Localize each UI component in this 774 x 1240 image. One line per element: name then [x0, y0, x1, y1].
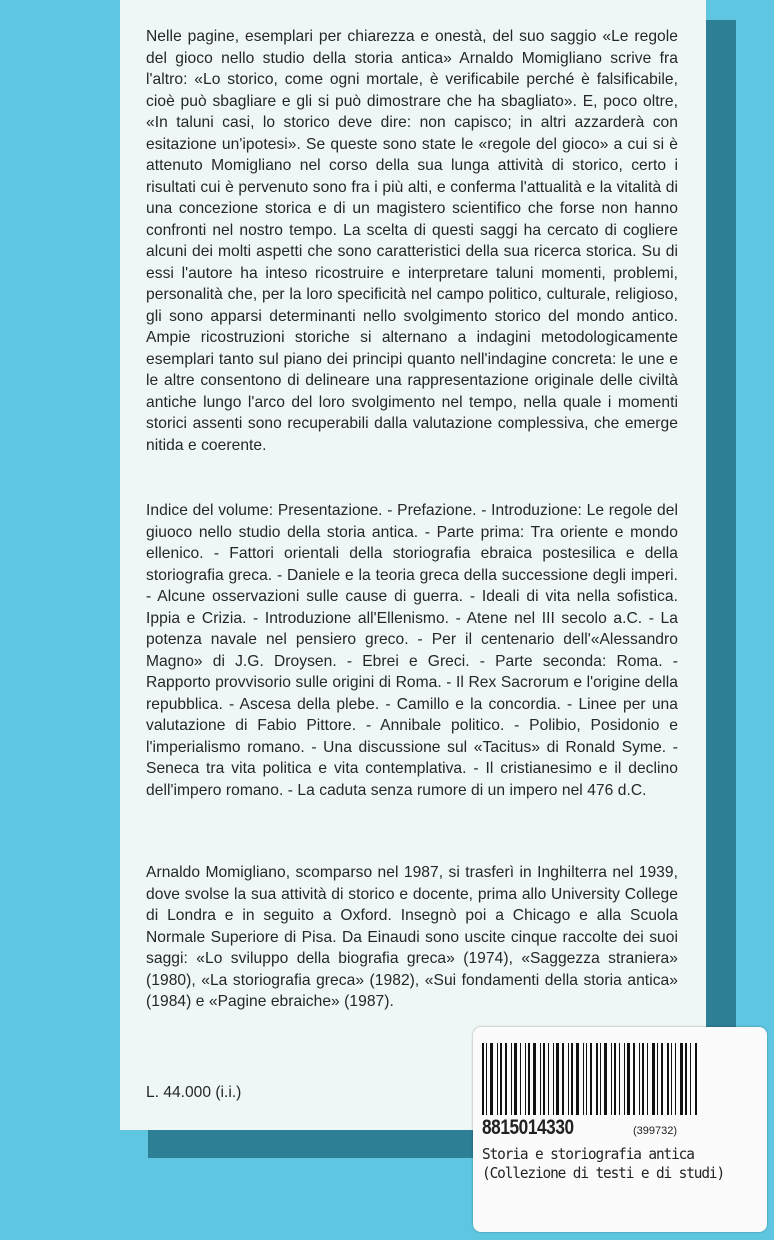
- barcode-bar: [652, 1043, 655, 1115]
- barcode-sticker: [473, 1027, 767, 1232]
- barcode-bar: [505, 1043, 507, 1115]
- barcode-bar: [596, 1043, 598, 1115]
- barcode-bar: [586, 1043, 587, 1115]
- barcode-bar: [525, 1043, 526, 1115]
- barcode-bar: [514, 1043, 517, 1115]
- barcode-bar: [482, 1043, 484, 1115]
- barcode-bar: [657, 1043, 658, 1115]
- isbn-number: 8815014330: [482, 1116, 574, 1139]
- barcode-bar: [614, 1043, 616, 1115]
- author-bio: Arnaldo Momigliano, scomparso nel 1987, si trasferì in Inghilterra nel 1939, dove svolse la sua attività di storico e docente, prima allo University College di Londra e in seguito a Oxford. Insegnò poi a Chicago e alla Scuola Normale Superiore di Pisa. Da Einaudi sono uscite cinque raccolte dei suoi saggi: «Lo sviluppo della biografia greca» (1974), «Saggezza straniera» (1980), «La storiografia greca» (1982), «Sui fondamenti della storia antica» (1984) e «Pagine ebraiche» (1987).: [146, 864, 678, 1010]
- barcode-bar: [619, 1043, 620, 1115]
- barcode-bar: [497, 1043, 498, 1115]
- barcode-bar: [671, 1043, 672, 1115]
- barcode-bar: [576, 1043, 579, 1115]
- price: L. 44.000 (i.i.): [146, 1084, 242, 1101]
- barcode-bar: [490, 1043, 493, 1115]
- barcode-bar: [590, 1043, 592, 1115]
- barcode-bar: [680, 1043, 683, 1115]
- barcode-bar: [675, 1043, 676, 1115]
- barcode-bar: [486, 1043, 487, 1115]
- barcode-bar: [627, 1043, 630, 1115]
- barcode-bar: [661, 1043, 663, 1115]
- barcode-icon: [482, 1043, 704, 1115]
- barcode-bar: [604, 1043, 607, 1115]
- barcode-bar: [520, 1043, 521, 1115]
- barcode-bar: [690, 1043, 691, 1115]
- barcode-bar: [571, 1043, 573, 1115]
- barcode-bar: [611, 1043, 612, 1115]
- barcode-bar: [624, 1043, 625, 1115]
- sticker-title-line-1: Storia e storiografia antica: [482, 1145, 694, 1163]
- barcode-bar: [556, 1043, 559, 1115]
- barcode-bar: [600, 1043, 601, 1115]
- barcode-bar: [500, 1043, 502, 1115]
- back-cover-panel: [120, 0, 706, 1130]
- sticker-title: [482, 1145, 724, 1183]
- barcode-bar: [667, 1043, 669, 1115]
- barcode-bar: [639, 1043, 640, 1115]
- barcode-bar: [568, 1043, 569, 1115]
- barcode-bar: [562, 1043, 564, 1115]
- barcode-bar: [583, 1043, 584, 1115]
- sticker-code: (399732): [633, 1125, 678, 1137]
- barcode-bar: [685, 1043, 687, 1115]
- sticker-title-line-2: (Collezione di testi e di studi): [482, 1164, 725, 1182]
- barcode-bar: [533, 1043, 536, 1115]
- barcode-bar: [511, 1043, 512, 1115]
- barcode-bar: [543, 1043, 545, 1115]
- barcode-bar: [553, 1043, 554, 1115]
- barcode-bar: [647, 1043, 648, 1115]
- book-description: Nelle pagine, esemplari per chiarezza e onestà, del suo saggio «Le regole del gioco nello studio della storia antica» Arnaldo Momigliano scrive fra l'altro: «Lo storico, come ogni mortale, è verificabile perché è falsificabile, cioè può sbagliare e gli si può dimostrare che ha sbagliato». E, poco oltre, «In taluni casi, lo storico deve dire: non capisco; in altri azzarderà con esitazione un'ipotesi». Se queste sono state le «regole del gioco» a cui si è attenuto Momigliano nel corso della sua lunga attività di storico, certo i risultati cui è pervenuto sono fra i più alti, e conferma l'attualità e la vitalità di una concezione storica e di un magistero scientifico che forse non hanno confronti nel nostro tempo. La scelta di questi saggi ha cercato di cogliere alcuni dei molti aspetti che sono caratteristici della sua ricerca storica. Su di essi l'autore ha inteso ricostruire e interpretare taluni momenti, problemi, personalità che, per la loro specificità nel campo politico, culturale, religioso, gli sono apparsi determinanti nello svolgimento storico del mondo antico. Ampie ricostruzioni storiche si alternano a indagini metodologicamente esemplari tanto sul piano dei principi quanto nell'indagine concreta: le une e le altre consentono di delineare una rappresentazione originale delle civiltà antiche lungo l'arco del loro svolgimento nel tempo, nella quale i momenti storici assenti sono recuperabili dalla valutazione complessiva, che emerge nitida e coerente.: [146, 28, 678, 454]
- barcode-bar: [642, 1043, 644, 1115]
- barcode-bar: [633, 1043, 635, 1115]
- barcode-bar: [548, 1043, 549, 1115]
- table-of-contents: Indice del volume: Presentazione. - Prefazione. - Introduzione: Le regole del giuoco nello studio della storia antica. - Parte prima: Tra oriente e mondo ellenico. - Fattori orientali della storiografia ebraica postesilica e della storiografia greca. - Daniele e la teoria greca della successione degli imperi. - Alcune osservazioni sulle cause di guerra. - Ideali di vita nella sofistica. Ippia e Crizia. - Introduzione all'Ellenismo. - Atene nel III secolo a.C. - La potenza navale nel pensiero greco. - Per il centenario dell'«Alessandro Magno» di J.G. Droysen. - Ebrei e Greci. - Parte seconda: Roma. - Rapporto provvisorio sulle origini di Roma. - Il Rex Sacrorum e l'origine della repubblica. - Ascesa della plebe. - Camillo e la concordia. - Linee per una valutazione di Fabio Pittore. - Annibale politico. - Polibio, Posidonio e l'imperialismo romano. - Una discussione sul «Tacitus» di Ronald Syme. - Seneca tra vita politica e vita contemplativa. - Il cristianesimo e il declino dell'impero romano. - La caduta senza rumore di un impero nel 476 d.C.: [146, 502, 678, 799]
- barcode-bar: [528, 1043, 530, 1115]
- barcode-bar: [695, 1043, 697, 1115]
- barcode-bar: [540, 1043, 541, 1115]
